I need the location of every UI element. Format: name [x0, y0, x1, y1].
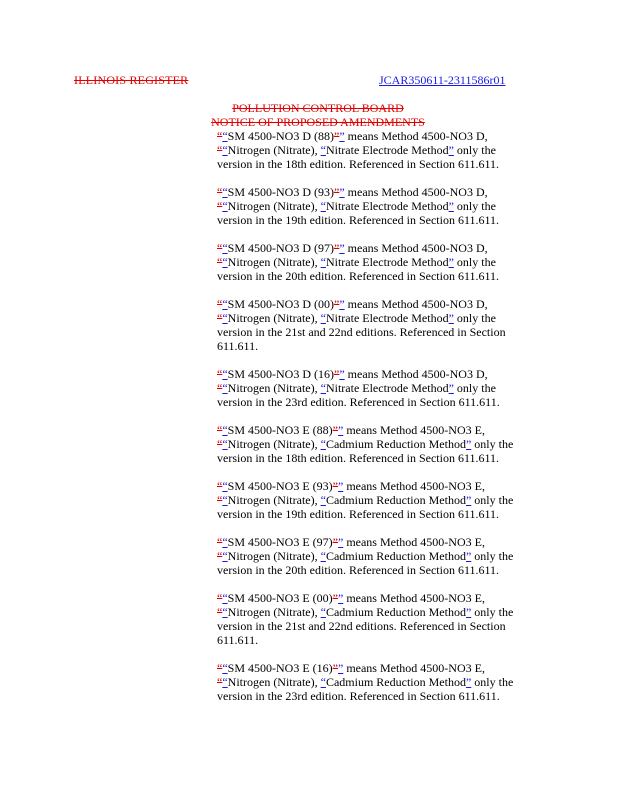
analyte: Nitrogen (Nitrate),	[227, 143, 318, 157]
notice-title: NOTICE OF PROPOSED AMENDMENTS	[211, 115, 425, 129]
definitions-list	[217, 129, 537, 717]
scope: only the	[471, 605, 514, 619]
method-meaning: means Method 4500-NO3 D,	[344, 297, 488, 311]
method-code: SM 4500-NO3 D (16)	[227, 367, 334, 381]
method-code: SM 4500-NO3 D (93)	[227, 185, 334, 199]
method-name: Nitrate Electrode Method	[325, 311, 449, 325]
method-name: Cadmium Reduction Method	[325, 437, 466, 451]
analyte: Nitrogen (Nitrate),	[227, 199, 318, 213]
method-meaning: means Method 4500-NO3 D,	[344, 129, 488, 143]
edition-reference: version in the 20th edition. Referenced in Section 611.611.	[217, 269, 500, 283]
scope: only the	[453, 311, 496, 325]
definition-entry: ““SM 4500-NO3 E (97)”” means Method 4500-NO3 E, ““Nitrogen (Nitrate), “Cadmium Reduction Method” only the version in the 20th edition. Referenced in Section 611.611.	[217, 535, 537, 577]
method-name: Nitrate Electrode Method	[325, 199, 449, 213]
method-name: Nitrate Electrode Method	[325, 255, 449, 269]
document-identifier: JCAR350611-2311586r01	[379, 73, 506, 87]
definition-entry: ““SM 4500-NO3 E (00)”” means Method 4500-NO3 E, ““Nitrogen (Nitrate), “Cadmium Reduction Method” only the version in the 21st and 22nd editions. Referenced in Section 611.611.	[217, 591, 537, 647]
agency-heading	[200, 101, 436, 129]
method-code: SM 4500-NO3 E (00)	[227, 591, 333, 605]
running-header-title: ILLINOIS REGISTER	[74, 73, 189, 87]
method-name: Nitrate Electrode Method	[325, 381, 449, 395]
analyte: Nitrogen (Nitrate),	[227, 605, 318, 619]
scope: only the	[453, 255, 496, 269]
definition-entry: ““SM 4500-NO3 D (16)”” means Method 4500-NO3 D, ““Nitrogen (Nitrate), “Nitrate Electrode Method” only the version in the 23rd edition. Referenced in Section 611.611.	[217, 367, 537, 409]
definition-entry: ““SM 4500-NO3 E (16)”” means Method 4500-NO3 E, ““Nitrogen (Nitrate), “Cadmium Reduction Method” only the version in the 23rd edition. Referenced in Section 611.611.	[217, 661, 537, 703]
analyte: Nitrogen (Nitrate),	[227, 549, 318, 563]
scope: only the	[471, 437, 514, 451]
edition-reference: version in the 19th edition. Referenced in Section 611.611.	[217, 213, 500, 227]
definition-entry: ““SM 4500-NO3 D (93)”” means Method 4500-NO3 D, ““Nitrogen (Nitrate), “Nitrate Electrode Method” only the version in the 19th edition. Referenced in Section 611.611.	[217, 185, 537, 227]
analyte: Nitrogen (Nitrate),	[227, 493, 318, 507]
method-code: SM 4500-NO3 E (97)	[227, 535, 333, 549]
agency-name: POLLUTION CONTROL BOARD	[232, 101, 404, 115]
definition-entry: ““SM 4500-NO3 D (00)”” means Method 4500-NO3 D, ““Nitrogen (Nitrate), “Nitrate Electrode Method” only the version in the 21st and 22nd editions. Referenced in Section 611.611.	[217, 297, 537, 353]
method-meaning: means Method 4500-NO3 E,	[343, 661, 485, 675]
scope: only the	[453, 199, 496, 213]
edition-reference: version in the 21st and 22nd editions. Referenced in Section	[217, 325, 506, 339]
edition-reference: version in the 18th edition. Referenced in Section 611.611.	[217, 157, 500, 171]
method-code: SM 4500-NO3 D (88)	[227, 129, 334, 143]
edition-reference: version in the 20th edition. Referenced in Section 611.611.	[217, 563, 500, 577]
method-name: Cadmium Reduction Method	[325, 675, 466, 689]
definition-entry: ““SM 4500-NO3 E (93)”” means Method 4500-NO3 E, ““Nitrogen (Nitrate), “Cadmium Reduction Method” only the version in the 19th edition. Referenced in Section 611.611.	[217, 479, 537, 521]
definition-entry: ““SM 4500-NO3 E (88)”” means Method 4500-NO3 E, ““Nitrogen (Nitrate), “Cadmium Reduction Method” only the version in the 18th edition. Referenced in Section 611.611.	[217, 423, 537, 465]
edition-reference: version in the 21st and 22nd editions. Referenced in Section	[217, 619, 506, 633]
scope: only the	[471, 675, 514, 689]
method-code: SM 4500-NO3 E (88)	[227, 423, 333, 437]
method-code: SM 4500-NO3 E (93)	[227, 479, 333, 493]
analyte: Nitrogen (Nitrate),	[227, 311, 318, 325]
edition-reference: version in the 19th edition. Referenced in Section 611.611.	[217, 507, 500, 521]
method-meaning: means Method 4500-NO3 E,	[343, 423, 485, 437]
edition-reference: version in the 23rd edition. Referenced in Section 611.611.	[217, 689, 500, 703]
edition-reference-cont: 611.611.	[217, 339, 259, 353]
method-meaning: means Method 4500-NO3 D,	[344, 367, 488, 381]
definition-entry: ““SM 4500-NO3 D (88)”” means Method 4500-NO3 D, ““Nitrogen (Nitrate), “Nitrate Electrode Method” only the version in the 18th edition. Referenced in Section 611.611.	[217, 129, 537, 171]
method-meaning: means Method 4500-NO3 D,	[344, 185, 488, 199]
scope: only the	[453, 143, 496, 157]
edition-reference-cont: 611.611.	[217, 633, 259, 647]
method-name: Cadmium Reduction Method	[325, 549, 466, 563]
scope: only the	[453, 381, 496, 395]
method-meaning: means Method 4500-NO3 D,	[344, 241, 488, 255]
analyte: Nitrogen (Nitrate),	[227, 381, 318, 395]
edition-reference: version in the 18th edition. Referenced in Section 611.611.	[217, 451, 500, 465]
analyte: Nitrogen (Nitrate),	[227, 675, 318, 689]
method-meaning: means Method 4500-NO3 E,	[343, 479, 485, 493]
method-meaning: means Method 4500-NO3 E,	[343, 591, 485, 605]
analyte: Nitrogen (Nitrate),	[227, 255, 318, 269]
analyte: Nitrogen (Nitrate),	[227, 437, 318, 451]
scope: only the	[471, 493, 514, 507]
method-name: Nitrate Electrode Method	[325, 143, 449, 157]
scope: only the	[471, 549, 514, 563]
definition-entry: ““SM 4500-NO3 D (97)”” means Method 4500-NO3 D, ““Nitrogen (Nitrate), “Nitrate Electrode Method” only the version in the 20th edition. Referenced in Section 611.611.	[217, 241, 537, 283]
method-name: Cadmium Reduction Method	[325, 605, 466, 619]
method-name: Cadmium Reduction Method	[325, 493, 466, 507]
edition-reference: version in the 23rd edition. Referenced in Section 611.611.	[217, 395, 500, 409]
method-meaning: means Method 4500-NO3 E,	[343, 535, 485, 549]
method-code: SM 4500-NO3 D (97)	[227, 241, 334, 255]
method-code: SM 4500-NO3 D (00)	[227, 297, 334, 311]
method-code: SM 4500-NO3 E (16)	[227, 661, 333, 675]
